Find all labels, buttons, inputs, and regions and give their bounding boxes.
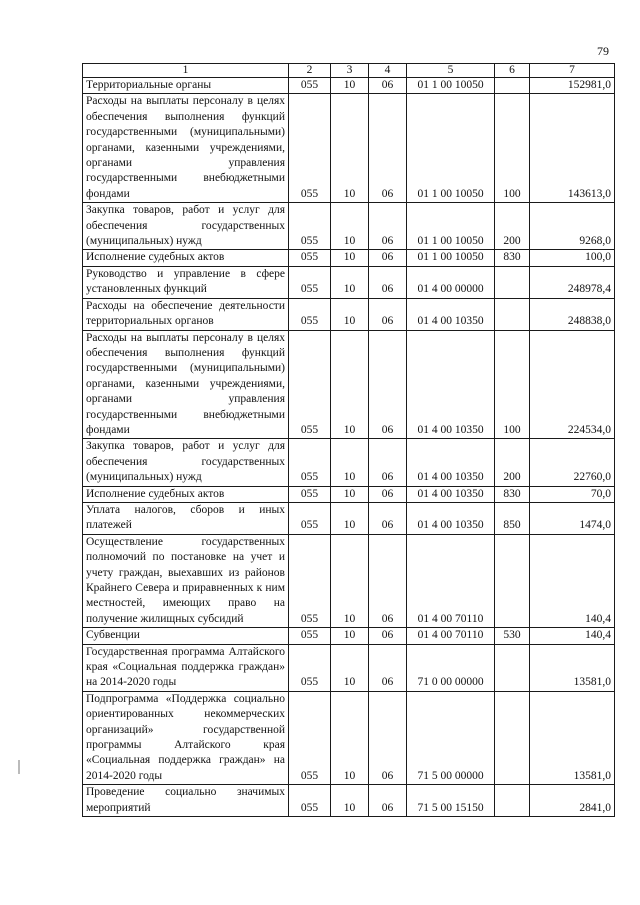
section-code-cell: 10 [331, 439, 369, 486]
table-row [83, 78, 615, 94]
subsection-code-cell: 06 [369, 266, 407, 298]
section-code-cell: 10 [331, 94, 369, 203]
subsection-code-cell: 06 [369, 628, 407, 644]
subsection-code-cell: 06 [369, 298, 407, 330]
page-number: 79 [597, 44, 609, 58]
section-code-cell: 10 [331, 486, 369, 502]
amount-cell: 70,0 [530, 486, 615, 502]
amount-cell: 248838,0 [530, 298, 615, 330]
target-article-cell: 01 4 00 70110 [407, 628, 495, 644]
table-row [83, 486, 615, 502]
target-article-cell: 01 4 00 10350 [407, 298, 495, 330]
subsection-code-cell: 06 [369, 644, 407, 691]
target-article-cell: 71 5 00 15150 [407, 785, 495, 817]
column-header: 6 [495, 64, 530, 78]
margin-mark [18, 760, 20, 774]
section-code-cell: 10 [331, 785, 369, 817]
ministry-code-cell: 055 [289, 439, 331, 486]
ministry-code-cell: 055 [289, 78, 331, 94]
subsection-code-cell: 06 [369, 78, 407, 94]
target-article-cell: 01 4 00 10350 [407, 502, 495, 534]
row-name-cell: Исполнение судебных актов [83, 250, 289, 266]
amount-cell: 140,4 [530, 628, 615, 644]
expense-type-cell [495, 785, 530, 817]
ministry-code-cell: 055 [289, 644, 331, 691]
subsection-code-cell: 06 [369, 439, 407, 486]
table-row [83, 250, 615, 266]
subsection-code-cell: 06 [369, 534, 407, 627]
amount-cell: 1474,0 [530, 502, 615, 534]
section-code-cell: 10 [331, 691, 369, 784]
table-row [83, 298, 615, 330]
expense-type-cell: 530 [495, 628, 530, 644]
table-row [83, 330, 615, 439]
amount-cell: 13581,0 [530, 691, 615, 784]
subsection-code-cell: 06 [369, 250, 407, 266]
ministry-code-cell: 055 [289, 785, 331, 817]
column-header: 2 [289, 64, 331, 78]
expense-type-cell [495, 691, 530, 784]
section-code-cell: 10 [331, 298, 369, 330]
table-row [83, 691, 615, 784]
column-header: 1 [83, 64, 289, 78]
ministry-code-cell: 055 [289, 534, 331, 627]
section-code-cell: 10 [331, 534, 369, 627]
ministry-code-cell: 055 [289, 330, 331, 439]
subsection-code-cell: 06 [369, 785, 407, 817]
table-row [83, 439, 615, 486]
expense-type-cell [495, 78, 530, 94]
row-name-cell: Подпрограмма «Поддержка социально ориентированных некоммерческих организаций» государственной программы Алтайского края «Социальная поддержка граждан» на 2014-2020 годы [83, 691, 289, 784]
subsection-code-cell: 06 [369, 330, 407, 439]
section-code-cell: 10 [331, 250, 369, 266]
expense-type-cell [495, 644, 530, 691]
row-name-cell: Закупка товаров, работ и услуг для обеспечения государственных (муниципальных) нужд [83, 439, 289, 486]
row-name-cell: Государственная программа Алтайского края «Социальная поддержка граждан» на 2014-2020 годы [83, 644, 289, 691]
subsection-code-cell: 06 [369, 502, 407, 534]
section-code-cell: 10 [331, 78, 369, 94]
expense-type-cell [495, 534, 530, 627]
ministry-code-cell: 055 [289, 502, 331, 534]
budget-table [82, 63, 615, 817]
target-article-cell: 01 1 00 10050 [407, 203, 495, 250]
row-name-cell: Расходы на выплаты персоналу в целях обеспечения выполнения функций государственными (муниципальными) органами, казенными учреждениями, органами управления государственными внебюджетными фондами [83, 330, 289, 439]
section-code-cell: 10 [331, 266, 369, 298]
target-article-cell: 01 1 00 10050 [407, 78, 495, 94]
table-row [83, 203, 615, 250]
row-name-cell: Уплата налогов, сборов и иных платежей [83, 502, 289, 534]
amount-cell: 143613,0 [530, 94, 615, 203]
amount-cell: 13581,0 [530, 644, 615, 691]
table-header-row [83, 64, 615, 78]
expense-type-cell: 830 [495, 486, 530, 502]
target-article-cell: 01 4 00 10350 [407, 486, 495, 502]
amount-cell: 140,4 [530, 534, 615, 627]
ministry-code-cell: 055 [289, 266, 331, 298]
row-name-cell: Исполнение судебных актов [83, 486, 289, 502]
table-row [83, 644, 615, 691]
table-row [83, 534, 615, 627]
section-code-cell: 10 [331, 330, 369, 439]
column-header: 4 [369, 64, 407, 78]
row-name-cell: Закупка товаров, работ и услуг для обеспечения государственных (муниципальных) нужд [83, 203, 289, 250]
ministry-code-cell: 055 [289, 203, 331, 250]
row-name-cell: Расходы на обеспечение деятельности территориальных органов [83, 298, 289, 330]
amount-cell: 100,0 [530, 250, 615, 266]
ministry-code-cell: 055 [289, 486, 331, 502]
expense-type-cell: 200 [495, 439, 530, 486]
amount-cell: 224534,0 [530, 330, 615, 439]
column-header: 7 [530, 64, 615, 78]
subsection-code-cell: 06 [369, 203, 407, 250]
row-name-cell: Расходы на выплаты персоналу в целях обеспечения выполнения функций государственными (муниципальными) органами, казенными учреждениями, органами управления государственными внебюджетными фондами [83, 94, 289, 203]
row-name-cell: Руководство и управление в сфере установленных функций [83, 266, 289, 298]
expense-type-cell [495, 266, 530, 298]
target-article-cell: 01 4 00 00000 [407, 266, 495, 298]
expense-type-cell: 850 [495, 502, 530, 534]
expense-type-cell: 200 [495, 203, 530, 250]
row-name-cell: Проведение социально значимых мероприятий [83, 785, 289, 817]
target-article-cell: 01 4 00 10350 [407, 439, 495, 486]
ministry-code-cell: 055 [289, 250, 331, 266]
target-article-cell: 71 5 00 00000 [407, 691, 495, 784]
table-row [83, 94, 615, 203]
column-header: 5 [407, 64, 495, 78]
section-code-cell: 10 [331, 203, 369, 250]
ministry-code-cell: 055 [289, 298, 331, 330]
expense-type-cell: 100 [495, 330, 530, 439]
row-name-cell: Территориальные органы [83, 78, 289, 94]
target-article-cell: 71 0 00 00000 [407, 644, 495, 691]
amount-cell: 248978,4 [530, 266, 615, 298]
target-article-cell: 01 1 00 10050 [407, 250, 495, 266]
section-code-cell: 10 [331, 644, 369, 691]
amount-cell: 152981,0 [530, 78, 615, 94]
table-row [83, 266, 615, 298]
section-code-cell: 10 [331, 628, 369, 644]
ministry-code-cell: 055 [289, 94, 331, 203]
ministry-code-cell: 055 [289, 628, 331, 644]
expense-type-cell: 100 [495, 94, 530, 203]
amount-cell: 22760,0 [530, 439, 615, 486]
expense-type-cell [495, 298, 530, 330]
target-article-cell: 01 1 00 10050 [407, 94, 495, 203]
expense-type-cell: 830 [495, 250, 530, 266]
table-row [83, 502, 615, 534]
table-row [83, 785, 615, 817]
amount-cell: 2841,0 [530, 785, 615, 817]
column-header: 3 [331, 64, 369, 78]
row-name-cell: Осуществление государственных полномочий по постановке на учет и учету граждан, выехавших из районов Крайнего Севера и приравненных к ним местностей, имеющих право на получение жилищных субсидий [83, 534, 289, 627]
ministry-code-cell: 055 [289, 691, 331, 784]
subsection-code-cell: 06 [369, 94, 407, 203]
table-row [83, 628, 615, 644]
target-article-cell: 01 4 00 10350 [407, 330, 495, 439]
subsection-code-cell: 06 [369, 691, 407, 784]
target-article-cell: 01 4 00 70110 [407, 534, 495, 627]
row-name-cell: Субвенции [83, 628, 289, 644]
section-code-cell: 10 [331, 502, 369, 534]
amount-cell: 9268,0 [530, 203, 615, 250]
subsection-code-cell: 06 [369, 486, 407, 502]
